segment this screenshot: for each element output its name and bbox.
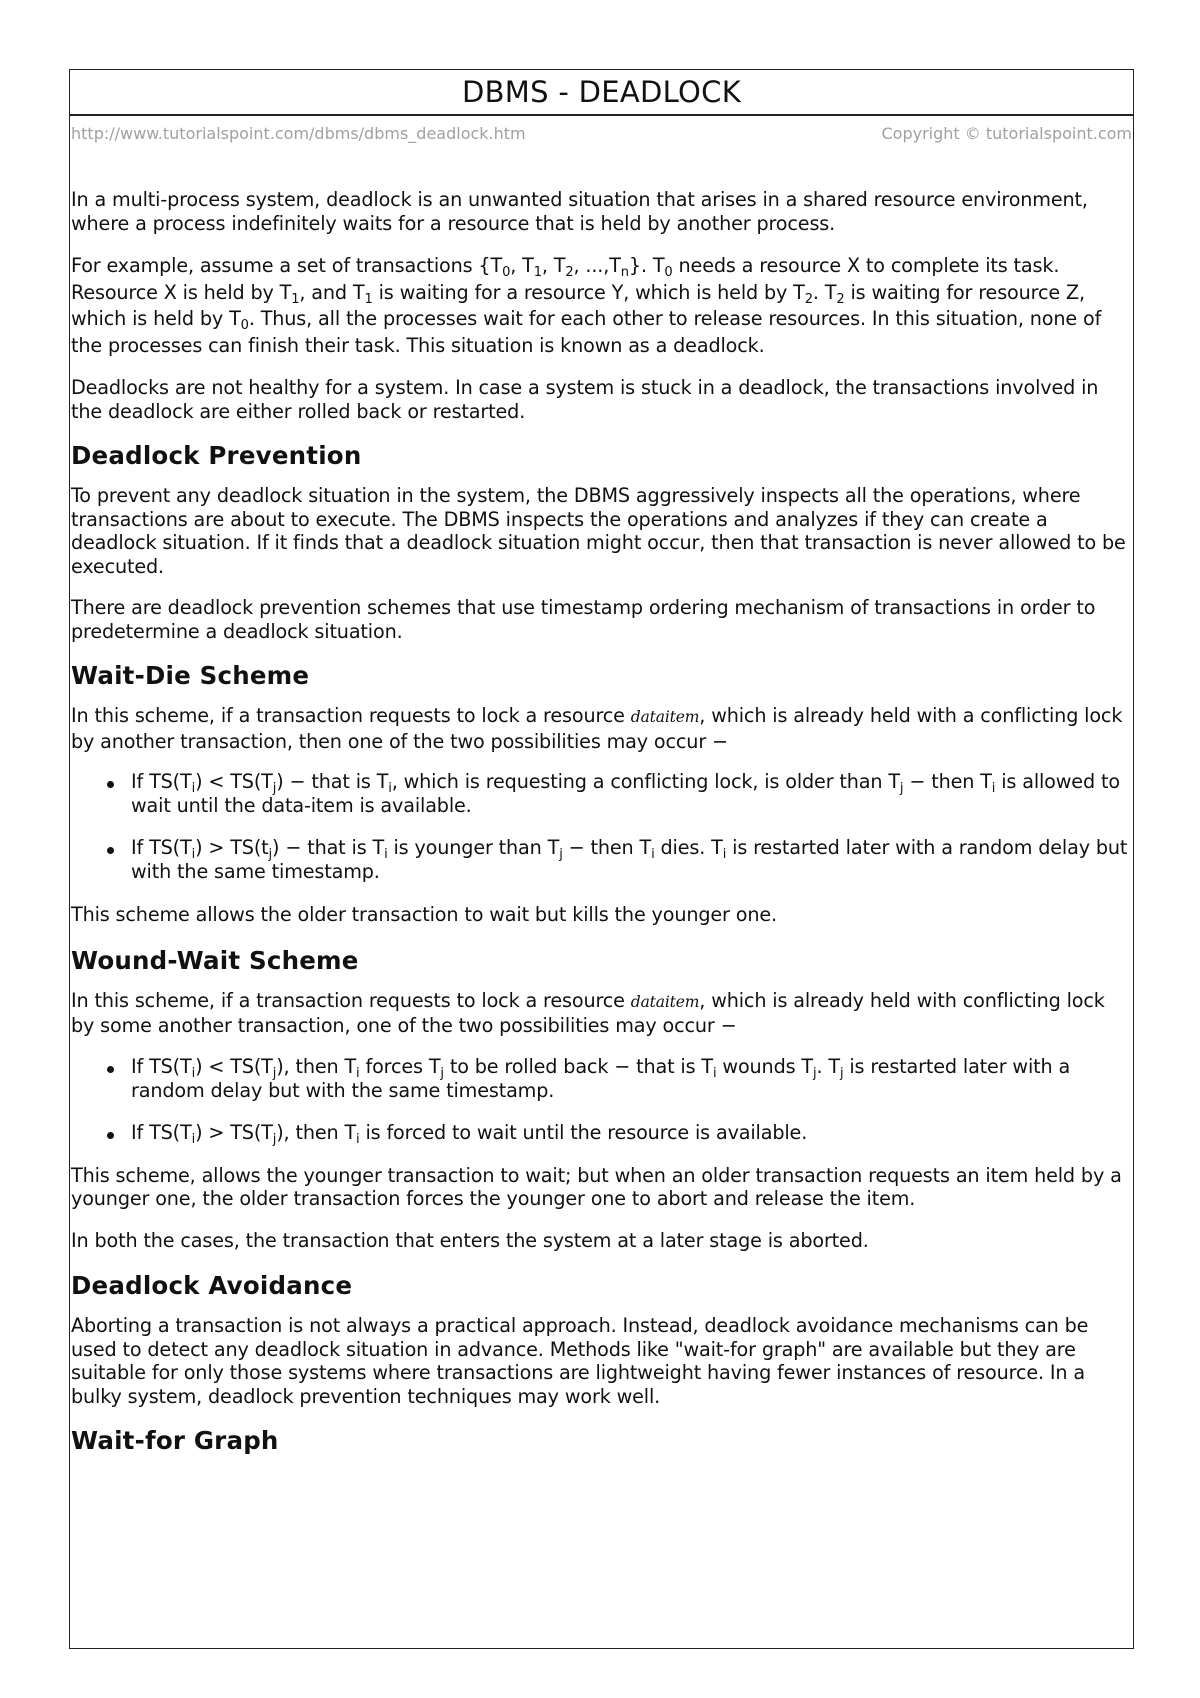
article-body [70, 188, 1133, 1455]
page-title: DBMS - DEADLOCK [70, 70, 1133, 116]
avoidance-paragraph: Aborting a transaction is not always a practical approach. Instead, deadlock avoidance mechanisms can be used to detect any deadlock situation in advance. Methods like "wait-for graph" are available but they are suitable for only those systems where transactions are lightweight having fewer instances of resource. In a bulky system, deadlock prevention techniques may work well. [71, 1314, 1089, 1408]
deadlock-health-paragraph: Deadlocks are not healthy for a system. In case a system is stuck in a deadlock, the transactions involved in the deadlock are either rolled back or restarted. [71, 376, 1099, 423]
both-cases-paragraph: In both the cases, the transaction that enters the system at a later stage is aborted. [71, 1228, 869, 1252]
source-bar [70, 123, 1133, 145]
bullet-icon [107, 1132, 114, 1139]
list-item: If $TS(T_i) > TS(t_j)$ − that is $T_i$ is younger than $T_j$ − then $T_i$ dies. $T_i$ is restarted later with a random delay but with the same timestamp. [131, 836, 1132, 884]
wait-die-summary: This scheme allows the older transaction to wait but kills the younger one. [71, 903, 777, 926]
wait-die-list [71, 770, 1132, 884]
wound-wait-list [71, 1055, 1132, 1145]
wound-wait-summary: This scheme, allows the younger transaction to wait; but when an older transaction requests an item held by a younger one, the older transaction forces the younger one to abort and release the item. [71, 1163, 1122, 1210]
heading-wound-wait: Wound-Wait Scheme [71, 945, 359, 975]
prevention-paragraph-1: To prevent any deadlock situation in the system, the DBMS aggressively inspects all the operations, where transactions are about to execute. The DBMS inspects the operations and analyzes if they can create a deadlock situation. If it finds that a deadlock situation might occur, then that transaction is never allowed to be executed. [71, 484, 1126, 578]
bullet-icon [107, 781, 114, 788]
heading-wait-die: Wait-Die Scheme [71, 661, 310, 690]
source-url[interactable]: http://www.tutorialspoint.com/dbms/dbms_deadlock.htm [71, 124, 526, 143]
list-item: If $TS(T_i) > TS(T_j)$, then $T_i$ is forced to wait until the resource is available. [131, 1121, 1132, 1145]
copyright-notice: Copyright © tutorialspoint.com [881, 124, 1132, 143]
intro-paragraph: In a multi-process system, deadlock is an unwanted situation that arises in a shared resource environment, where a process indefinitely waits for a resource that is held by another process. [71, 188, 1088, 235]
heading-deadlock-prevention: Deadlock Prevention [71, 441, 362, 470]
list-item: If $TS(T_i) < TS(T_j)$, then $T_i$ forces $T_j$ to be rolled back − that is $T_i$ wounds $T_j$. $T_j$ is restarted later with a random delay but with the same timestamp. [131, 1055, 1132, 1103]
bullet-icon [107, 1066, 114, 1073]
heading-wait-for-graph: Wait-for Graph [71, 1426, 279, 1455]
prevention-paragraph-2: There are deadlock prevention schemes that use timestamp ordering mechanism of transactions in order to predetermine a deadlock situation. [71, 596, 1096, 643]
heading-deadlock-avoidance: Deadlock Avoidance [71, 1271, 353, 1300]
example-paragraph: For example, assume a set of transactions {$T_0$, $T_1$, $T_2$, $...,T_n$}. $T_0$ needs a resource X to complete its task. Resource X is held by $T_1$, and $T_1$ is waiting for a resource Y, which is held by $T_2$. $T_2$ is waiting for resource Z, which is held by $T_0$. Thus, all the processes wait for each other to release resources. In this situation, none of the processes can finish their task. This situation is known as a deadlock. [71, 254, 1102, 357]
document-page [69, 69, 1134, 1649]
list-item: If $TS(T_i) < TS(T_j)$ − that is $T_i$, which is requesting a conflicting lock, is older than $T_j$ − then $T_i$ is allowed to wait until the data-item is available. [131, 770, 1132, 818]
wound-wait-intro: In this scheme, if a transaction requests to lock a resource dataitem, which is already held with conflicting lock by some another transaction, one of the two possibilities may occur − [71, 988, 1105, 1037]
wait-die-intro: In this scheme, if a transaction requests to lock a resource dataitem, which is already held with a conflicting lock by another transaction, then one of the two possibilities may occur − [71, 704, 1123, 753]
bullet-icon [107, 847, 114, 854]
